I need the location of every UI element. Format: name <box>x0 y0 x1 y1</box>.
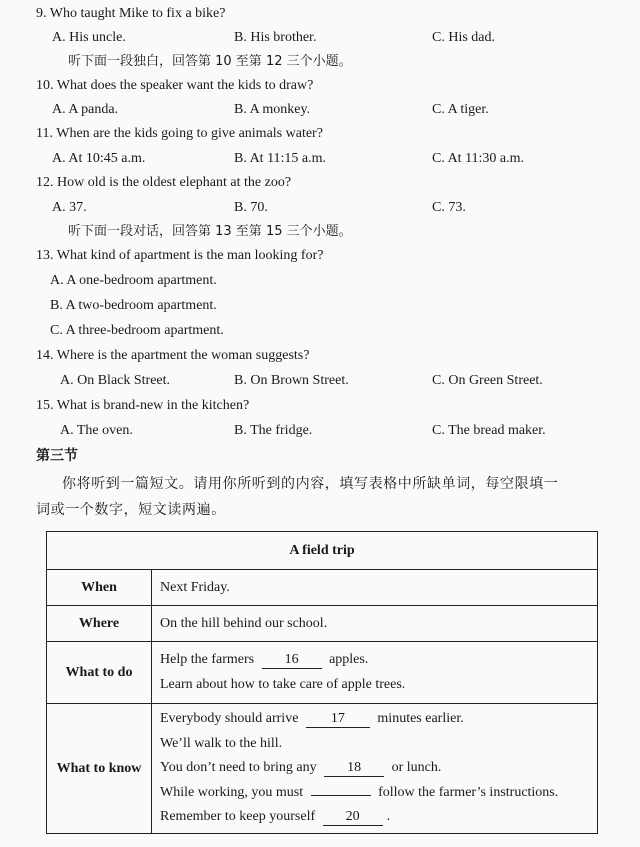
question-12: 12. How old is the oldest elephant at the zoo? <box>36 175 292 190</box>
option-13a: A. A one-bedroom apartment. <box>50 273 217 288</box>
row-value-where: On the hill behind our school. <box>152 606 598 642</box>
what-to-know-line4 <box>160 781 589 806</box>
table-row-what-to-know <box>47 704 598 834</box>
option-13c: C. A three-bedroom apartment. <box>50 323 224 338</box>
what-to-do-line2: Learn about how to take care of apple trees. <box>160 676 406 692</box>
option-11a: A. At 10:45 a.m. <box>52 151 146 166</box>
what-to-know-line4-end: follow the farmer’s instructions. <box>378 784 559 800</box>
row-value-when: Next Friday. <box>152 570 598 606</box>
what-to-do-line1-end: apples. <box>329 652 369 667</box>
option-10a: A. A panda. <box>52 102 119 117</box>
blank-18[interactable]: 18 <box>324 760 384 777</box>
table-row-when <box>47 570 598 606</box>
option-9b: B. His brother. <box>234 30 317 45</box>
option-9c: C. His dad. <box>432 30 495 45</box>
option-10b: B. A monkey. <box>234 102 311 117</box>
option-14b: B. On Brown Street. <box>234 373 349 388</box>
what-to-know-line3 <box>160 756 589 781</box>
field-trip-table <box>46 531 598 834</box>
row-label-when: When <box>47 570 152 606</box>
option-10c: C. A tiger. <box>432 102 489 117</box>
section-3-instructions-line1: 你将听到一篇短文。请用你所听到的内容，填写表格中所缺单词，每空限填一 <box>62 476 559 492</box>
question-14: 14. Where is the apartment the woman suggests? <box>36 348 310 363</box>
option-14c: C. On Green Street. <box>432 373 543 388</box>
what-to-know-line2: We’ll walk to the hill. <box>160 735 283 751</box>
what-to-know-line5 <box>160 805 589 830</box>
what-to-know-line5-end: . <box>386 809 391 825</box>
what-to-know-line4-text: While working, you must <box>160 784 304 800</box>
instruction-dialogue: 听下面一段对话，回答第 13 至第 15 三个小题。 <box>68 224 352 239</box>
what-to-do-line1 <box>160 648 589 673</box>
question-15: 15. What is brand-new in the kitchen? <box>36 398 250 413</box>
section-3-heading: 第三节 <box>36 448 78 464</box>
row-label-where: Where <box>47 606 152 642</box>
row-label-what-to-know: What to know <box>47 704 152 834</box>
blank-17[interactable]: 17 <box>306 711 370 728</box>
option-11b: B. At 11:15 a.m. <box>234 151 327 166</box>
question-11: 11. When are the kids going to give animals water? <box>36 126 323 141</box>
what-to-know-line3-end: or lunch. <box>391 760 442 776</box>
table-title-text: A field trip <box>289 542 355 558</box>
what-to-know-line1-end: minutes earlier. <box>377 711 464 727</box>
option-11c: C. At 11:30 a.m. <box>432 151 525 166</box>
row-value-what-to-know <box>152 704 598 834</box>
option-15c: C. The bread maker. <box>432 423 546 438</box>
option-14a: A. On Black Street. <box>60 373 171 388</box>
blank-19[interactable] <box>311 795 371 796</box>
option-15a: A. The oven. <box>60 423 133 438</box>
table-row-where <box>47 606 598 642</box>
question-13: 13. What kind of apartment is the man looking for? <box>36 248 324 263</box>
option-9a: A. His uncle. <box>52 30 126 45</box>
section-3-instructions-line2: 词或一个数字，短文读两遍。 <box>36 502 226 518</box>
table-title <box>47 532 598 570</box>
option-12c: C. 73. <box>432 200 466 215</box>
question-10: 10. What does the speaker want the kids to draw? <box>36 78 314 93</box>
option-15b: B. The fridge. <box>234 423 313 438</box>
table-row-what-to-do <box>47 642 598 704</box>
question-9: 9. Who taught Mike to fix a bike? <box>36 6 226 21</box>
option-13b: B. A two-bedroom apartment. <box>50 298 217 313</box>
what-to-do-line1-text: Help the farmers <box>160 652 255 667</box>
instruction-monologue: 听下面一段独白，回答第 10 至第 12 三个小题。 <box>68 54 352 69</box>
row-label-what-to-do: What to do <box>47 642 152 704</box>
row-value-what-to-do <box>152 642 598 704</box>
option-12b: B. 70. <box>234 200 268 215</box>
what-to-know-line1 <box>160 707 589 732</box>
what-to-know-line3-text: You don’t need to bring any <box>160 760 317 776</box>
what-to-know-line5-text: Remember to keep yourself <box>160 809 316 825</box>
blank-20[interactable]: 20 <box>323 809 383 826</box>
option-12a: A. 37. <box>52 200 87 215</box>
blank-16[interactable]: 16 <box>262 652 322 669</box>
what-to-know-line1-text: Everybody should arrive <box>160 711 299 727</box>
